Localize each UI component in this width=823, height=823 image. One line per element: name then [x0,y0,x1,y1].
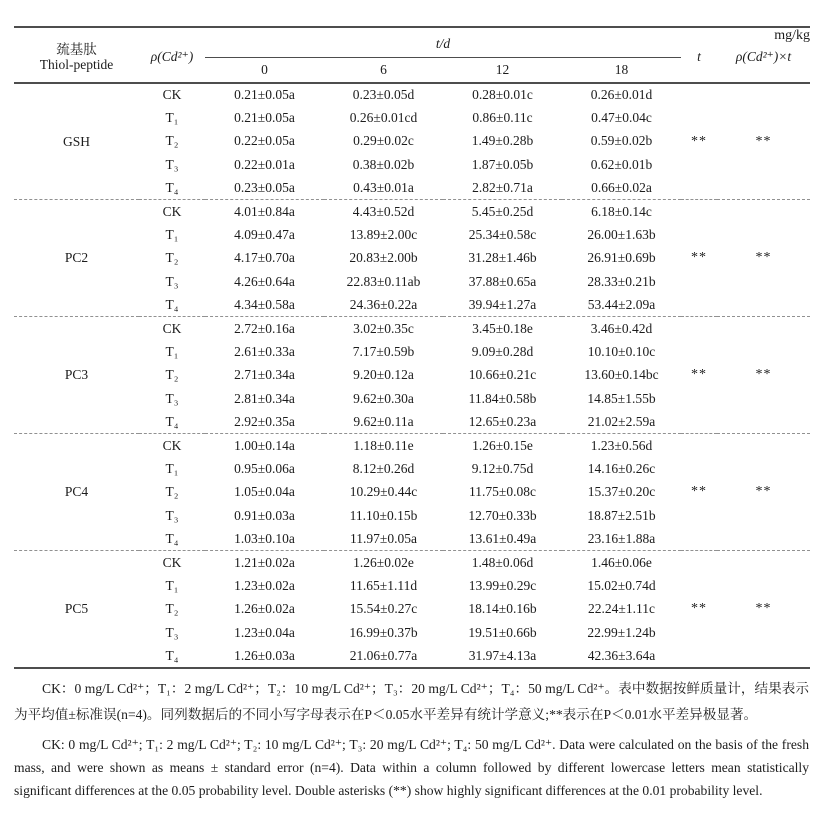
value-cell: 4.43±0.52d [324,200,443,223]
treatment-label: T₂ [165,601,179,617]
value-cell: 3.46±0.42d [562,317,681,340]
value-cell: 1.00±0.14a [205,434,324,457]
table-body [14,83,810,668]
value-cell: 1.87±0.05b [471,156,534,172]
treatment-label: T₂ [165,484,179,500]
value-cell: 0.95±0.06a [234,460,295,476]
value-cell: 12.70±0.33b [468,507,537,523]
significance-interaction-cell: ** [717,434,810,551]
treatment-label: T₃ [165,624,179,640]
unit-label: mg/kg [774,28,810,43]
treatment-label: T₁ [165,343,179,359]
value-cell: 13.60±0.14bc [584,367,659,383]
value-cell: 11.75±0.08c [469,484,536,500]
value-cell: 14.16±0.26c [587,460,656,476]
header-time-18: 18 [614,61,629,77]
header-t: t [697,48,701,64]
value-cell: 8.12±0.26d [352,460,415,476]
treatment-label: T₄ [165,180,179,195]
value-cell: 0.86±0.11c [472,110,533,126]
table-row [14,200,810,223]
value-cell: 22.24±1.11c [588,601,655,617]
header-time-6: 6 [380,61,387,77]
value-cell: 1.26±0.02e [324,551,443,574]
value-cell: 26.91±0.69b [587,250,656,266]
value-cell: 13.61±0.49a [468,530,537,546]
treatment-label: T₁ [165,110,179,126]
treatment-label: T₂ [165,367,179,383]
header-interaction: ρ(Cd²⁺)×t [735,48,792,64]
footnote-english: CK: 0 mg/L Cd²⁺; T₁: 2 mg/L Cd²⁺; T₂: 10 mg/L Cd²⁺; T₃: 20 mg/L Cd²⁺; T₄: 50 mg/L Cd²⁺. Data were calculated on the basis of the fresh mass, and were shown as means ± standard error (n=4). Data within a column followed by different lowercase letters mean statistically significant differences at the 0.05 probability level. Double asterisks (**) show highly significant differences at the 0.01 probability level. [14,736,809,798]
significance-interaction-cell: ** [717,200,810,317]
treatment-label: CK [139,434,205,457]
group-label: PC5 [14,551,139,668]
value-cell: 13.99±0.29c [468,577,537,593]
treatment-label: T₄ [165,647,179,663]
significance-interaction-cell: ** [717,317,810,434]
value-cell: 13.89±2.00c [349,227,418,243]
value-cell: 9.20±0.12a [353,367,414,383]
value-cell: 10.10±0.10c [587,343,656,359]
treatment-label: T₃ [165,507,179,523]
value-cell: 1.05±0.04a [234,484,295,500]
value-cell: 26.00±1.63b [587,227,656,243]
value-cell: 31.28±1.46b [468,250,537,266]
value-cell: 1.23±0.04a [234,624,295,640]
value-cell: 23.16±1.88a [587,530,656,546]
treatment-label: T₂ [165,133,179,149]
treatment-label: T₄ [165,296,179,312]
value-cell: 1.26±0.03a [234,647,295,663]
value-cell: 7.17±0.59b [352,343,415,359]
value-cell: 25.34±0.58c [468,227,537,243]
value-cell: 1.48±0.06d [443,551,562,574]
value-cell: 16.99±0.37b [349,624,418,640]
value-cell: 2.81±0.34a [234,390,295,406]
value-cell: 4.01±0.84a [205,200,324,223]
value-cell: 14.85±1.55b [587,390,656,406]
value-cell: 15.54±0.27c [349,601,418,617]
value-cell: 9.62±0.11a [353,413,414,429]
header-cd-concentration: ρ(Cd²⁺) [150,48,194,64]
header-time-0: 0 [261,61,268,77]
treatment-label: CK [139,200,205,223]
treatment-label: T₁ [165,577,179,593]
value-cell: 1.03±0.10a [234,530,295,546]
group-label: GSH [14,83,139,200]
value-cell: 1.26±0.02a [234,601,295,617]
value-cell: 4.34±0.58a [234,296,295,312]
value-cell: 5.45±0.25d [443,200,562,223]
value-cell: 0.23±0.05d [324,83,443,106]
value-cell: 2.92±0.35a [234,413,295,429]
value-cell: 1.18±0.11e [324,434,443,457]
value-cell: 24.36±0.22a [349,296,418,312]
value-cell: 20.83±2.00b [349,250,418,266]
header-time-spanner: t/d [205,27,681,57]
value-cell: 0.21±0.05a [234,110,295,126]
value-cell: 10.29±0.44c [349,484,418,500]
data-table [14,26,810,669]
value-cell: 0.43±0.01a [353,180,414,195]
value-cell: 11.10±0.15b [349,507,418,523]
value-cell: 18.14±0.16b [468,601,537,617]
value-cell: 21.02±2.59a [587,413,656,429]
significance-interaction-cell: ** [717,551,810,668]
value-cell: 21.06±0.77a [349,647,418,663]
value-cell: 3.02±0.35c [324,317,443,340]
significance-t-cell: ** [681,434,717,551]
value-cell: 1.49±0.28b [471,133,534,149]
treatment-label: T₄ [165,530,179,546]
value-cell: 18.87±2.51b [587,507,656,523]
value-cell: 11.84±0.58b [468,390,537,406]
value-cell: 19.51±0.66b [468,624,537,640]
value-cell: 42.36±3.64a [587,647,656,663]
group-label: PC4 [14,434,139,551]
value-cell: 53.44±2.09a [587,296,656,312]
value-cell: 2.82±0.71a [472,180,533,195]
value-cell: 31.97±4.13a [468,647,537,663]
treatment-label: CK [139,83,205,106]
treatment-label: T₁ [165,460,179,476]
value-cell: 4.09±0.47a [234,227,295,243]
value-cell: 0.23±0.05a [234,180,295,195]
table-row [14,83,810,106]
treatment-label: T₃ [165,273,179,289]
value-cell: 11.97±0.05a [350,530,417,546]
value-cell: 9.12±0.75d [471,460,534,476]
table-header [14,27,810,83]
group-label: PC3 [14,317,139,434]
value-cell: 15.37±0.20c [587,484,656,500]
group-label: PC2 [14,200,139,317]
value-cell: 10.66±0.21c [468,367,537,383]
value-cell: 39.94±1.27a [468,296,537,312]
significance-t-cell: ** [681,317,717,434]
value-cell: 0.62±0.01b [590,156,653,172]
value-cell: 0.26±0.01d [562,83,681,106]
header-thiol-en: Thiol-peptide [39,56,114,72]
value-cell: 0.22±0.01a [234,156,295,172]
value-cell: 0.66±0.02a [591,180,652,195]
table-row [14,551,810,574]
value-cell: 1.23±0.56d [562,434,681,457]
value-cell: 0.28±0.01c [443,83,562,106]
value-cell: 15.02±0.74d [587,577,656,593]
treatment-label: T₄ [165,413,179,429]
value-cell: 22.99±1.24b [587,624,656,640]
value-cell: 0.22±0.05a [234,133,295,149]
value-cell: 11.65±1.11d [349,577,418,593]
value-cell: 3.45±0.18e [443,317,562,340]
treatment-label: T₂ [165,250,179,266]
value-cell: 0.59±0.02b [590,133,653,149]
header-time-12: 12 [495,61,510,77]
footnote-chinese: CK：0 mg/L Cd²⁺；T₁：2 mg/L Cd²⁺；T₂：10 mg/L Cd²⁺；T₃：20 mg/L Cd²⁺；T₄：50 mg/L Cd²⁺。表中数据按鲜质量计，结果表示为平均值±标准误(n=4)。同列数据后的不同小写字母表示在P＜0.05水平差异有统计学意义;**表示在P＜0.01水平差异极显著。 [14,680,809,722]
value-cell: 28.33±0.21b [587,273,656,289]
value-cell: 0.91±0.03a [234,507,295,523]
value-cell: 4.26±0.64a [234,273,295,289]
value-cell: 0.38±0.02b [352,156,415,172]
value-cell: 1.21±0.02a [205,551,324,574]
significance-t-cell: ** [681,83,717,200]
value-cell: 1.46±0.06e [562,551,681,574]
treatment-label: T₃ [165,390,179,406]
value-cell: 0.26±0.01cd [349,110,418,126]
treatment-label: T₁ [165,227,179,243]
treatment-label: CK [139,317,205,340]
value-cell: 0.47±0.04c [591,110,652,126]
value-cell: 22.83±0.11ab [346,273,421,289]
value-cell: 12.65±0.23a [468,413,537,429]
value-cell: 1.26±0.15e [443,434,562,457]
significance-t-cell: ** [681,551,717,668]
value-cell: 37.88±0.65a [468,273,537,289]
value-cell: 9.62±0.30a [353,390,414,406]
value-cell: 2.71±0.34a [234,367,295,383]
value-cell: 0.21±0.05a [205,83,324,106]
page [0,26,823,823]
significance-interaction-cell: ** [717,83,810,200]
table-row [14,317,810,340]
footnotes [14,676,809,802]
value-cell: 1.23±0.02a [234,577,295,593]
value-cell: 4.17±0.70a [234,250,295,266]
value-cell: 9.09±0.28d [471,343,534,359]
value-cell: 6.18±0.14c [562,200,681,223]
significance-t-cell: ** [681,200,717,317]
table-row [14,434,810,457]
header-thiol-peptide [14,27,139,83]
value-cell: 0.29±0.02c [353,133,414,149]
treatment-label: T₃ [165,156,179,172]
treatment-label: CK [139,551,205,574]
header-thiol-zh: 巯基肽 [56,41,97,57]
value-cell: 2.72±0.16a [205,317,324,340]
value-cell: 2.61±0.33a [234,343,295,359]
